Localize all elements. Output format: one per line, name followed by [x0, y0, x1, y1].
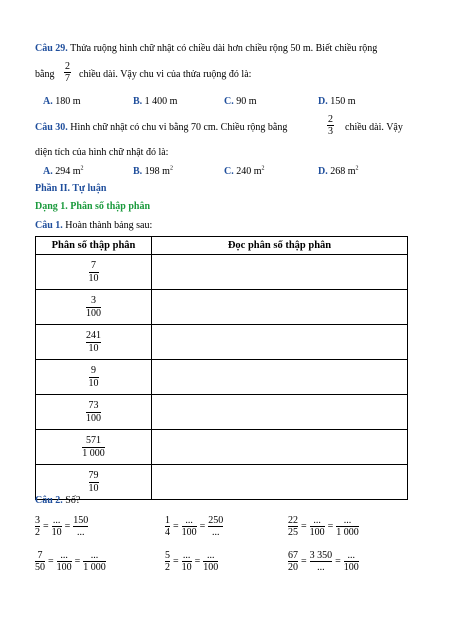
fraction-cell: [36, 430, 152, 465]
decimal-fraction: $\frac{3}{100}$: [86, 294, 101, 319]
table-row: [36, 395, 408, 430]
table-row: [36, 430, 408, 465]
part-2-heading: Phần II. Tự luận: [35, 183, 107, 194]
equals-sign: =: [335, 556, 341, 567]
cau2-line: [35, 495, 80, 507]
fraction: ... 100: [309, 515, 325, 538]
fraction: ... 100: [343, 550, 359, 573]
equals-sign: =: [194, 556, 201, 567]
q30-fraction: 2 3: [328, 114, 333, 137]
fraction-cell: [36, 360, 152, 395]
fraction: 67 20: [288, 550, 298, 573]
q30-label: Câu 30.: [35, 122, 68, 133]
fraction-equation: [165, 550, 218, 573]
fraction: ... 100: [56, 550, 72, 573]
fraction-cell: [36, 395, 152, 430]
q30-text1b: chiều dài. Vậy: [345, 122, 403, 133]
fraction: 150 ...: [73, 515, 89, 538]
equals-sign: =: [199, 521, 206, 532]
decimal-fraction: $\frac{571}{1 000}$: [82, 434, 105, 459]
q29-option-c: C. 90 m: [224, 96, 257, 107]
reading-cell[interactable]: [152, 465, 408, 500]
fraction: 5 2: [165, 550, 170, 573]
equals-sign: =: [48, 556, 54, 567]
q29-option-a: A. 180 m: [43, 96, 81, 107]
table-row: [36, 360, 408, 395]
q29-option-b: B. 1 400 m: [133, 96, 178, 107]
q30-option-c: C. 240 $m^2$: [224, 165, 265, 177]
q29-text2a: bằng: [35, 69, 55, 80]
q29-option-d: D. 150 m: [318, 96, 356, 107]
table-row: [36, 290, 408, 325]
equals-sign: =: [173, 556, 179, 567]
cau1-text: Hoàn thành bảng sau:: [65, 220, 153, 231]
fraction-equation: [165, 515, 223, 538]
reading-cell[interactable]: [152, 360, 408, 395]
fraction: 22 25: [288, 515, 298, 538]
fraction-equation: [288, 550, 359, 573]
decimal-fraction: $\frac{241}{10}$: [86, 329, 101, 354]
fraction-cell: [36, 290, 152, 325]
fraction-equation: [35, 515, 88, 538]
fraction: 1 4: [165, 515, 170, 538]
q29-text1: Thửa ruộng hình chữ nhật có chiều dài hơn chiều rộng 50 m. Biết chiều rộng: [70, 43, 378, 54]
cau1-label: Câu 1.: [35, 220, 63, 231]
reading-cell[interactable]: [152, 395, 408, 430]
decimal-fraction: $\frac{7}{10}$: [88, 259, 99, 284]
decimal-fraction: $\frac{79}{10}$: [88, 469, 99, 494]
fraction: ... 1 000: [83, 550, 106, 573]
fraction: 7 50: [35, 550, 45, 573]
fraction: 3 350 ...: [309, 550, 333, 573]
q29-label: Câu 29.: [35, 43, 68, 54]
reading-cell[interactable]: [152, 325, 408, 360]
fraction-equation: [35, 550, 106, 573]
reading-cell[interactable]: [152, 430, 408, 465]
q29-line1: [35, 43, 377, 55]
cau2-text: Số?: [65, 495, 81, 506]
table-header-reading: Đọc phân số thập phân: [152, 237, 408, 255]
equals-sign: =: [74, 556, 81, 567]
fraction-equation: [288, 515, 359, 538]
table-row: [36, 255, 408, 290]
cau1-line: [35, 220, 152, 232]
table-row: [36, 465, 408, 500]
equals-sign: =: [43, 521, 49, 532]
table-row: [36, 325, 408, 360]
reading-cell[interactable]: [152, 255, 408, 290]
equals-sign: =: [301, 521, 307, 532]
q29-text2b: chiều dài. Vậy chu vi của thửa ruộng đó là:: [79, 69, 252, 80]
equals-sign: =: [173, 521, 179, 532]
q30-text2: diện tích của hình chữ nhật đó là:: [35, 147, 169, 158]
decimal-fraction: $\frac{9}{10}$: [88, 364, 99, 389]
fraction: ... 1 000: [336, 515, 359, 538]
equals-sign: =: [301, 556, 307, 567]
fraction: ... 10: [51, 515, 62, 538]
fraction: ... 100: [203, 550, 219, 573]
fraction: ... 100: [181, 515, 197, 538]
reading-cell[interactable]: [152, 290, 408, 325]
fraction: ... 10: [181, 550, 192, 573]
cau2-label: Câu 2.: [35, 495, 63, 506]
fraction: 250 ...: [208, 515, 224, 538]
table-header-fraction: Phân số thập phân: [36, 237, 152, 255]
fraction-cell: [36, 325, 152, 360]
q30-option-a: A. 294 $m^2$: [43, 165, 84, 177]
equals-sign: =: [64, 521, 71, 532]
fraction-cell: [36, 255, 152, 290]
q30-line1: [35, 122, 287, 134]
q30-option-d: D. 268 $m^2$: [318, 165, 359, 177]
decimal-fraction-table: [35, 236, 408, 500]
decimal-fraction: $\frac{73}{100}$: [86, 399, 101, 424]
fraction: 3 2: [35, 515, 40, 538]
q29-fraction: 2 7: [65, 61, 70, 84]
dang-1-heading: Dạng 1. Phân số thập phân: [35, 201, 151, 212]
q30-option-b: B. 198 $m^2$: [133, 165, 173, 177]
equals-sign: =: [327, 521, 334, 532]
q30-text1: Hình chữ nhật có chu vi bằng 70 cm. Chiều rộng bằng: [70, 122, 288, 133]
